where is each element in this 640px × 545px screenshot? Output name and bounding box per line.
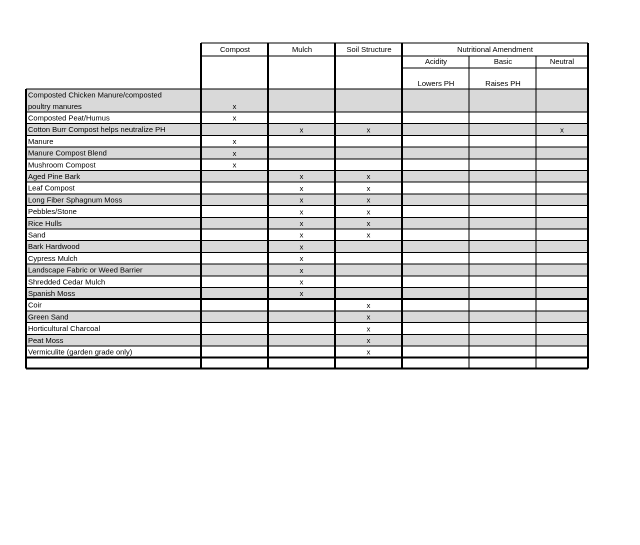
check-mark: x [299, 289, 304, 299]
row-label: Rice Hulls [28, 218, 62, 228]
check-mark: x [299, 230, 304, 240]
check-mark: x [366, 207, 371, 217]
row-label: Horticultural Charcoal [28, 324, 101, 334]
row-label: Pebbles/Stone [28, 207, 77, 217]
check-mark: x [366, 324, 371, 334]
check-mark: x [366, 300, 371, 310]
row-label: Green Sand [28, 312, 69, 322]
check-mark: x [299, 254, 304, 264]
row-label: Cypress Mulch [28, 253, 78, 263]
check-mark: x [299, 183, 304, 193]
effect-lowers-ph: Lowers PH [417, 79, 455, 88]
row-label: Manure Compost Blend [28, 148, 107, 158]
check-mark: x [366, 336, 371, 345]
row-label: Composted Peat/Humus [28, 113, 110, 123]
check-mark: x [299, 172, 304, 182]
row-label: Peat Moss [28, 335, 64, 345]
check-mark: x [366, 312, 371, 322]
row-label: Manure [28, 136, 54, 146]
check-mark: x [366, 172, 371, 182]
row-shade [26, 147, 588, 159]
check-mark: x [299, 277, 304, 287]
row-label: Long Fiber Sphagnum Moss [28, 195, 123, 205]
row-label: Coir [28, 300, 42, 310]
row-label: Vermiculite (garden grade only) [28, 347, 133, 357]
check-mark: x [366, 195, 371, 205]
row-shade [26, 311, 588, 323]
check-mark: x [299, 219, 304, 228]
check-mark: x [232, 102, 237, 111]
check-mark: x [299, 242, 304, 252]
check-mark: x [232, 160, 237, 170]
check-mark: x [232, 148, 237, 158]
header-nutritional-amendment: Nutritional Amendment [457, 45, 533, 54]
row-shade [26, 171, 588, 183]
check-mark: x [299, 265, 304, 275]
check-mark: x [299, 125, 304, 135]
header-soil-structure: Soil Structure [346, 45, 392, 54]
row-shade [26, 217, 588, 229]
effect-raises-ph: Raises PH [485, 79, 521, 88]
row-label: Aged Pine Bark [28, 172, 81, 181]
check-mark: x [366, 347, 371, 357]
row-label: Leaf Compost [28, 183, 75, 193]
subheader-acidity: Acidity [424, 57, 448, 66]
header-compost: Compost [219, 45, 251, 54]
check-mark: x [366, 219, 371, 228]
row-label: Mushroom Compost [28, 160, 96, 170]
row-label: Bark Hardwood [28, 242, 80, 252]
check-mark: x [366, 125, 371, 135]
row-shade [26, 288, 588, 300]
header-mulch: Mulch [291, 45, 313, 54]
check-mark: x [232, 113, 237, 123]
check-mark: x [299, 195, 304, 205]
check-mark: x [560, 125, 564, 135]
check-mark: x [366, 230, 371, 240]
subheader-basic: Basic [493, 57, 513, 66]
check-mark: x [299, 207, 304, 217]
check-mark: x [366, 183, 371, 193]
row-label: Cotton Burr Compost helps neutralize PH [28, 125, 166, 135]
table-header [220, 45, 574, 88]
check-mark: x [232, 137, 237, 147]
row-label: Spanish Moss [28, 289, 76, 298]
row-label: poultry manures [28, 102, 82, 111]
row-label: Shredded Cedar Mulch [28, 277, 106, 287]
row-shade [26, 334, 588, 346]
row-shade [26, 241, 588, 253]
row-label: Composted Chicken Manure/composted [28, 90, 162, 100]
row-label: Landscape Fabric or Weed Barrier [28, 265, 143, 275]
row-label: Sand [28, 230, 46, 240]
subheader-neutral: Neutral [549, 57, 575, 66]
